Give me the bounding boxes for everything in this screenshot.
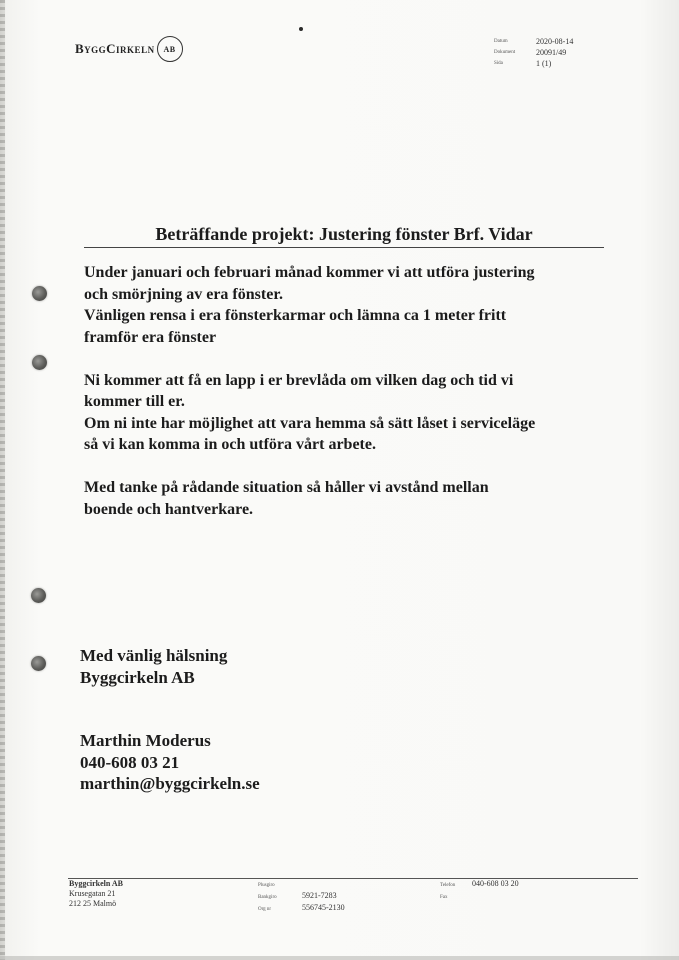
meta-value: 20091/49	[536, 48, 567, 57]
meta-label: Dokument	[494, 50, 516, 55]
paragraph	[84, 370, 614, 456]
punch-hole	[31, 656, 46, 671]
letter-body	[84, 262, 614, 542]
closing-company: Byggcirkeln AB	[80, 667, 195, 687]
footer-fax-label: Fax	[440, 895, 448, 900]
footer-address	[69, 879, 123, 909]
body-line: framför era fönster	[84, 328, 217, 346]
closing	[80, 645, 227, 688]
ink-dot	[299, 27, 303, 31]
meta-row-date	[494, 36, 573, 47]
body-line: Om ni inte har möjlighet att vara hemma så sätt låset i serviceläge	[84, 414, 536, 432]
logo-mark: AB	[157, 36, 183, 62]
meta-label: Sida	[494, 61, 503, 66]
signer-block	[80, 730, 260, 795]
footer-bankgiro: 5921-7283	[302, 891, 337, 900]
footer-telefon: 040-608 03 20	[472, 879, 519, 888]
body-line: Under januari och februari månad kommer vi att utföra justering	[84, 264, 535, 281]
signer-phone: 040-608 03 21	[80, 752, 180, 772]
punch-hole	[32, 286, 47, 301]
logo-text: ByggCirkeln	[75, 41, 155, 56]
body-line: Ni kommer att få en lapp i er brevlåda om vilken dag och tid vi	[84, 371, 514, 389]
closing-greeting: Med vänlig hälsning	[80, 646, 228, 665]
meta-label: Datum	[494, 39, 508, 44]
footer-divider	[68, 878, 638, 879]
footer-orgnr-label: Org nr	[258, 907, 272, 912]
meta-row-page	[494, 58, 573, 69]
footer-telefon-label: Telefon	[440, 883, 456, 888]
meta-value: 1 (1)	[536, 59, 552, 68]
footer-payment	[258, 879, 345, 915]
body-line: Vänligen rensa i era fönsterkarmar och lämna ca 1 meter fritt	[84, 307, 507, 324]
paragraph	[84, 477, 614, 520]
paragraph	[84, 262, 614, 348]
body-line: kommer till er.	[84, 393, 185, 410]
footer-plusgiro-label: Plusgiro	[258, 883, 275, 888]
body-line: boende och hantverkare.	[84, 500, 254, 518]
body-line: så vi kan komma in och utföra vårt arbete.	[84, 436, 376, 453]
footer-bankgiro-label: Bankgiro	[258, 895, 277, 900]
body-line: och smörjning av era fönster.	[84, 285, 283, 303]
footer-orgnr: 556745-2130	[302, 903, 345, 912]
signer-name: Marthin Moderus	[80, 731, 211, 750]
page-edge-shadow	[0, 0, 5, 960]
page-bottom-edge	[0, 956, 679, 960]
footer-city: 212 25 Malmö	[69, 899, 117, 908]
footer-company: Byggcirkeln AB	[69, 879, 124, 888]
meta-value: 2020-08-14	[536, 37, 574, 46]
meta-row-document	[494, 47, 573, 58]
body-line: Med tanke på rådande situation så håller vi avstånd mellan	[84, 479, 489, 496]
signer-email: marthin@byggcirkeln.se	[80, 774, 260, 793]
company-logo	[75, 36, 183, 62]
punch-hole	[31, 588, 46, 603]
footer-contact	[440, 879, 519, 903]
footer-street: Krusegatan 21	[69, 889, 116, 898]
punch-hole	[32, 355, 47, 370]
document-meta	[494, 36, 573, 69]
subject-heading: Beträffande projekt: Justering fönster Brf. Vidar	[84, 224, 604, 248]
